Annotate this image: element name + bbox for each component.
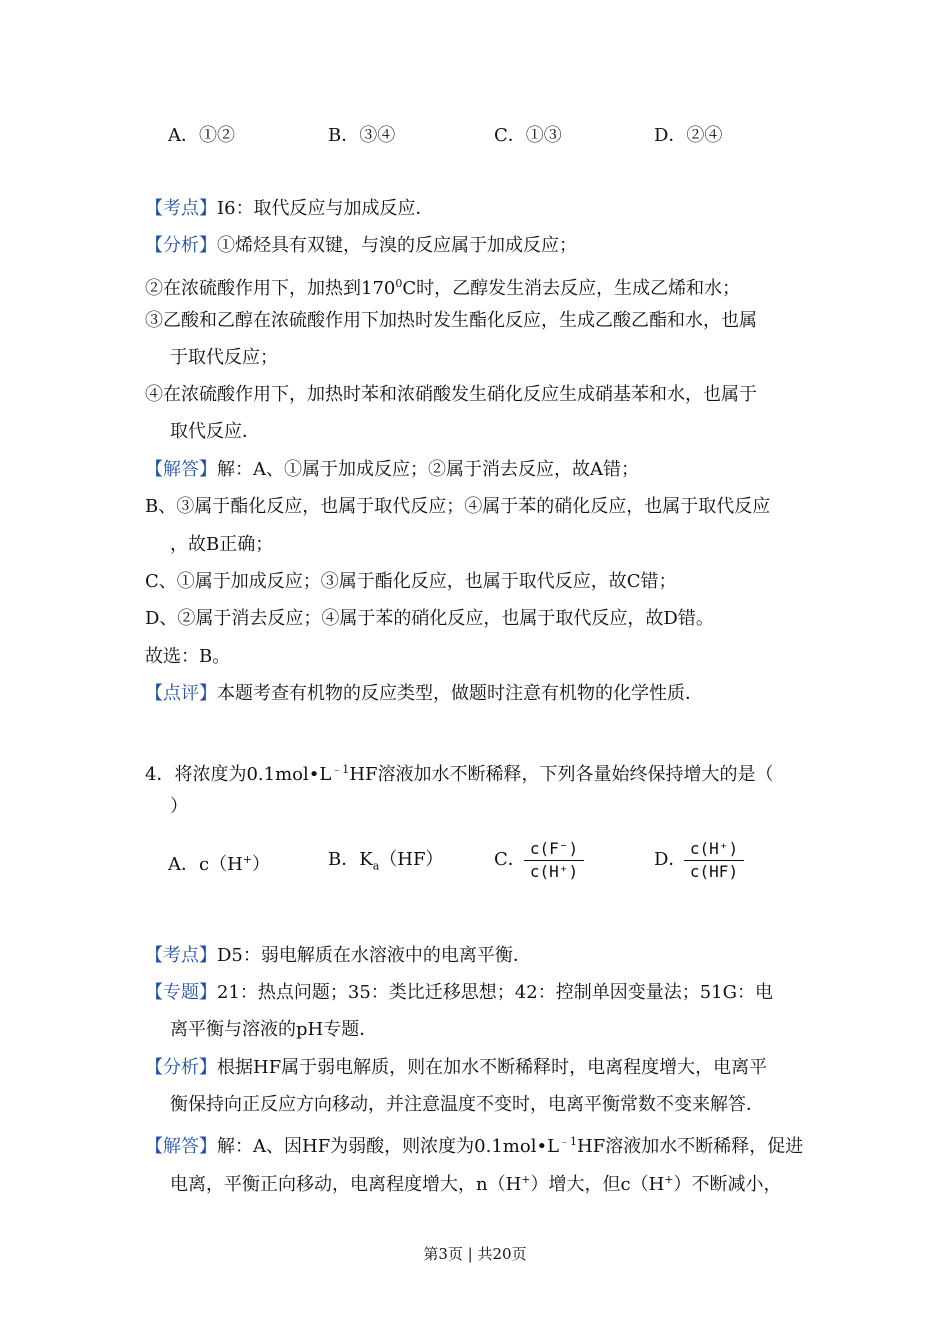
- fraction-d-numerator: c(H⁺): [689, 839, 739, 858]
- jieda-tag: 【解答】: [145, 1136, 217, 1157]
- zhuanti-line-1: 21：热点问题；35：类比迁移思想；42：控制单因变量法；51G：电: [217, 982, 773, 1003]
- kaodian-text: D5：弱电解质在水溶液中的电离平衡．: [217, 945, 531, 966]
- opt-a-end: ）: [252, 854, 270, 875]
- fraction-c-denominator: c(H⁺): [529, 862, 579, 881]
- q4-option-c: C．: [494, 849, 526, 870]
- opt-a-label: A．c（H: [168, 854, 243, 875]
- stem-b: HF溶液加水不断稀释，下列各量始终保持增大的是（: [349, 764, 774, 785]
- fenxi-line-2: [145, 272, 740, 301]
- jieda-line-2: B、③属于酯化反应，也属于取代反应；④属于苯的硝化反应，也属于取代反应: [145, 496, 771, 517]
- q4-jieda: [145, 1130, 803, 1159]
- stem-sup: ﹣1: [331, 763, 350, 776]
- jieda-line-2b: ，故B正确；: [170, 534, 274, 555]
- jieda-2-sup1: +: [521, 1173, 531, 1186]
- fenxi-line-4b: 取代反应．: [170, 421, 260, 442]
- option-c: C．①③: [494, 125, 562, 146]
- jieda-tag: 【解答】: [145, 459, 217, 480]
- jieda-2a: 电离，平衡正向移动，电离程度增大，n（H: [170, 1174, 522, 1195]
- q4-fenxi: [145, 1056, 767, 1080]
- q3-fenxi: [145, 234, 577, 258]
- fraction-c-bar: [524, 860, 584, 861]
- q4-kaodian: [145, 944, 531, 968]
- dianping-text: 本题考查有机物的反应类型，做题时注意有机物的化学性质．: [217, 683, 703, 704]
- fenxi-line-2: 衡保持向正反应方向移动，并注意温度不变时，电离平衡常数不变来解答．: [170, 1094, 764, 1115]
- degree-sup: 0: [395, 277, 403, 290]
- q4-option-b: [328, 848, 443, 879]
- fraction-c: [524, 839, 584, 882]
- fraction-d: [684, 839, 744, 882]
- kaodian-text: I6：取代反应与加成反应．: [217, 198, 434, 219]
- fenxi-line-4: ④在浓硫酸作用下，加热时苯和浓硝酸发生硝化反应生成硝基苯和水，也属于: [145, 384, 757, 405]
- q4-stem: [145, 758, 774, 787]
- fenxi-tag: 【分析】: [145, 1057, 217, 1078]
- kaodian-tag: 【考点】: [145, 198, 217, 219]
- option-b: B．③④: [328, 125, 396, 146]
- fenxi-line-1: 根据HF属于弱电解质，则在加水不断稀释时，电离程度增大，电离平: [217, 1057, 768, 1078]
- jieda-1a: 解：A、因HF为弱酸，则浓度为0.1mol•L: [217, 1136, 560, 1157]
- option-d: D．②④: [654, 125, 723, 146]
- guxuan: 故选：B。: [145, 646, 231, 667]
- jieda-line-4: D、②属于消去反应；④属于苯的硝化反应，也属于取代反应，故D错。: [145, 608, 714, 629]
- fraction-d-bar: [684, 860, 744, 861]
- fenxi-2a: ②在浓硫酸作用下，加热到170: [145, 278, 396, 299]
- fenxi-line-1: ①烯烃具有双键，与溴的反应属于加成反应；: [217, 235, 577, 256]
- opt-a-sup: +: [242, 853, 252, 866]
- q4-zhuanti: [145, 981, 773, 1005]
- jieda-2b: ）增大，但c（H: [530, 1174, 665, 1195]
- fraction-d-denominator: c(HF): [689, 862, 739, 881]
- jieda-2-sup2: +: [664, 1173, 674, 1186]
- q4-option-a: [168, 848, 270, 877]
- zhuanti-line-2: 离平衡与溶液的pH专题．: [170, 1019, 378, 1040]
- option-a: A．①②: [168, 125, 235, 146]
- fenxi-line-3b: 于取代反应；: [170, 347, 278, 368]
- fenxi-2b: C时，乙醇发生消去反应，生成乙烯和水；: [402, 278, 741, 299]
- kaodian-tag: 【考点】: [145, 945, 217, 966]
- jieda-2c: ）不断减小，: [673, 1174, 782, 1195]
- zhuanti-tag: 【专题】: [145, 982, 217, 1003]
- q3-kaodian: [145, 197, 434, 221]
- jieda-1-sup: ﹣1: [559, 1135, 578, 1148]
- q3-jieda: [145, 458, 639, 482]
- jieda-line-2: [170, 1168, 782, 1197]
- fenxi-line-3: ③乙酸和乙醇在浓硫酸作用下加热时发生酯化反应，生成乙酸乙酯和水，也属: [145, 310, 757, 331]
- q4-stem-end: ）: [170, 796, 188, 817]
- fraction-c-numerator: c(F⁻): [529, 839, 579, 858]
- jieda-line-1: 解：A、①属于加成反应；②属于消去反应，故A错；: [217, 459, 639, 480]
- q3-dianping: [145, 682, 703, 706]
- fenxi-tag: 【分析】: [145, 235, 217, 256]
- opt-b-sub: a: [372, 859, 380, 873]
- stem-a: 4．将浓度为0.1mol•L: [145, 764, 332, 785]
- jieda-1b: HF溶液加水不断稀释，促进: [577, 1136, 804, 1157]
- opt-b-end: （HF）: [379, 849, 444, 870]
- jieda-line-3: C、①属于加成反应；③属于酯化反应，也属于取代反应，故C错；: [145, 571, 677, 592]
- dianping-tag: 【点评】: [145, 683, 217, 704]
- q4-option-d: D．: [654, 849, 687, 870]
- opt-b-label: B．K: [328, 849, 373, 870]
- page-footer: 第3页 | 共20页: [423, 1245, 527, 1263]
